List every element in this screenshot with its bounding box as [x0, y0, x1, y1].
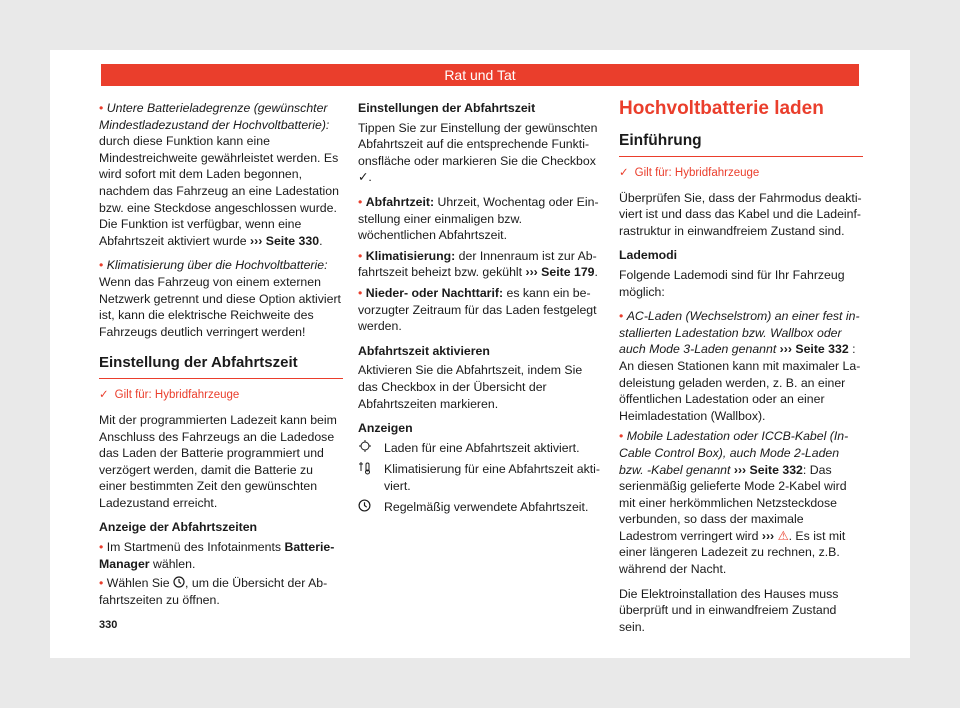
column-3 — [619, 100, 863, 643]
step-2: • Wählen Sie , um die Übersicht der Abfahrtszeiten zu öffnen. — [99, 576, 328, 607]
bullet-climatisation: • Klimatisierung: der Innenraum ist zur Abfahrtszeit beheizt bzw. gekühlt ››› Seite 179. — [358, 248, 598, 280]
bullet-mobile-charging: • Mobile Ladestation oder ICCB-Kabel (In-Cable Control Box), auch Mode 2-Laden bzw. -Kabel genannt ››› Seite 332: Das serienmäßig gelieferte Mode 2-Kabel wird mit einer herkömmlichen Netzsteckdose verbunden, so dass der maximale Ladestrom verringert wird ››› ⚠. Es ist mit einer längeren Ladezeit zu rechnen, z.B. während der Nacht. — [619, 429, 849, 577]
bullet-icon: • — [99, 258, 104, 273]
bullet-icon: • — [358, 248, 363, 263]
page-reference-link[interactable]: ››› Seite 179 — [525, 265, 595, 280]
closing-text: Die Elektroinstallation des Hauses muss überprüft und in einwandfreiem Zustand sein. — [619, 586, 839, 634]
page-reference-link[interactable]: ››› Seite 332 — [733, 462, 803, 477]
page-reference-link[interactable]: ››› Seite 330 — [250, 233, 320, 248]
page-number: 330 — [99, 619, 118, 631]
bullet-icon: • — [619, 309, 624, 324]
clock-icon — [173, 576, 185, 590]
indicator-row: Klimatisierung für eine Abfahrtszeit aktiviert. — [358, 461, 602, 494]
subheading-settings: Einstellungen der Abfahrtszeit — [358, 101, 536, 115]
bullet-icon: • — [99, 101, 104, 115]
checkmark-icon: ✓ — [358, 170, 369, 185]
subheading-indicators: Anzeigen — [358, 421, 413, 436]
bullet-icon: • — [619, 429, 624, 444]
checkmark-icon: ✓ — [619, 167, 629, 179]
column-2 — [358, 100, 602, 522]
bullet-battery-limit: • Untere Batterieladegrenze (gewünschter Mindestladezustand der Hochvoltbatterie): durch diese Funktion kann eine Mindestreichweite gewährleistet werden. Es wird sofort mit dem Laden begonnen, nachdem das Fahrzeug an eine Ladestation bzw. eine Steckdose angeschlossen wurde. Die Funktion ist verfügbar, wenn eine Abfahrtszeit aktiviert wurde ››› Seite 330. — [99, 101, 339, 248]
settings-text: Tippen Sie zur Einstellung der gewünschten Abfahrtszeit auf die entsprechende Funktionsfläche oder markieren Sie die Checkbox ✓. — [358, 120, 598, 185]
section-title-intro: Einführung — [619, 132, 863, 157]
activate-text: Aktivieren Sie die Abfahrtszeit, indem Sie das Checkbox in der Übersicht der Abfahrtszeiten markieren. — [358, 363, 583, 411]
chapter-header: Rat und Tat — [101, 64, 859, 86]
charging-plug-icon — [358, 440, 384, 457]
warning-icon[interactable]: ⚠ — [777, 528, 789, 543]
bullet-tariff: • Nieder- oder Nachttarif: es kann ein bevorzugter Zeitraum für das Laden festgelegt werden. — [358, 285, 597, 334]
bullet-climate: • Klimatisierung über die Hochvoltbatterie: Wenn das Fahrzeug von einem externen Netzwerk getrennt und diese Option aktiviert ist, kann die elektrische Reichweite des Fahrzeugs deutlich verringert werden! — [99, 258, 341, 339]
column-1 — [99, 100, 343, 616]
indicator-row: Laden für eine Abfahrtszeit aktiviert. — [358, 440, 602, 457]
section-title-departure: Einstellung der Abfahrtszeit — [99, 354, 343, 379]
subheading-charge-modes: Lademodi — [619, 248, 678, 263]
bullet-departure-time: • Abfahrtzeit: Uhrzeit, Wochentag oder Einstellung einer einmaligen bzw. wöchentlichen Abfahrtszeit. — [358, 194, 599, 243]
subheading-departure-display: Anzeige der Abfahrtszeiten — [99, 520, 258, 535]
chapter-title: Hochvoltbatterie laden — [619, 98, 824, 119]
bullet-icon: • — [358, 194, 363, 209]
bullet-icon: • — [99, 540, 104, 555]
bullet-icon: • — [358, 285, 363, 300]
charge-modes-text: Folgende Lademodi sind für Ihr Fahrzeug möglich: — [619, 267, 845, 299]
checkmark-icon: ✓ — [99, 389, 109, 402]
intro-text: Überprüfen Sie, dass der Fahrmodus deaktiviert ist und dass das Kabel und die Ladeinfrastruktur in einwandfreiem Zustand sind. — [619, 190, 862, 238]
intro-text: Mit der programmierten Ladezeit kann beim Anschluss des Fahrzeugs an die Ladedose das Laden der Batterie programmiert und verzögert werden, damit die Batterie zu einer bestimmten Zeit den gewünschten Ladezustand erreicht. — [99, 412, 337, 510]
bullet-icon: • — [99, 576, 104, 591]
subheading-activate: Abfahrtszeit aktivieren — [358, 343, 490, 358]
applies-note: ✓ Gilt für: Hybridfahrzeuge — [99, 389, 240, 402]
step-1: • Im Startmenü des Infotainments Batterie-Manager wählen. — [99, 540, 335, 571]
recurring-clock-icon — [358, 499, 384, 517]
climate-thermometer-icon — [358, 461, 384, 494]
bullet-ac-charging: • AC-Laden (Wechselstrom) an einer fest installierten Ladestation bzw. Wallbox oder auch Mode 3-Laden genannt ››› Seite 332 : An diesen Stationen kann mit maximaler Ladeleistung geladen werden, z. B. an einer öffentlichen Ladestation oder an einer Heimladestation (Wallbox). — [619, 309, 861, 423]
applies-note: ✓ Gilt für: Hybridfahrzeuge — [619, 167, 760, 179]
document-page — [50, 50, 910, 658]
indicator-row: Regelmäßig verwendete Abfahrtszeit. — [358, 499, 602, 517]
page-reference-link[interactable]: ››› Seite 332 — [779, 342, 849, 357]
